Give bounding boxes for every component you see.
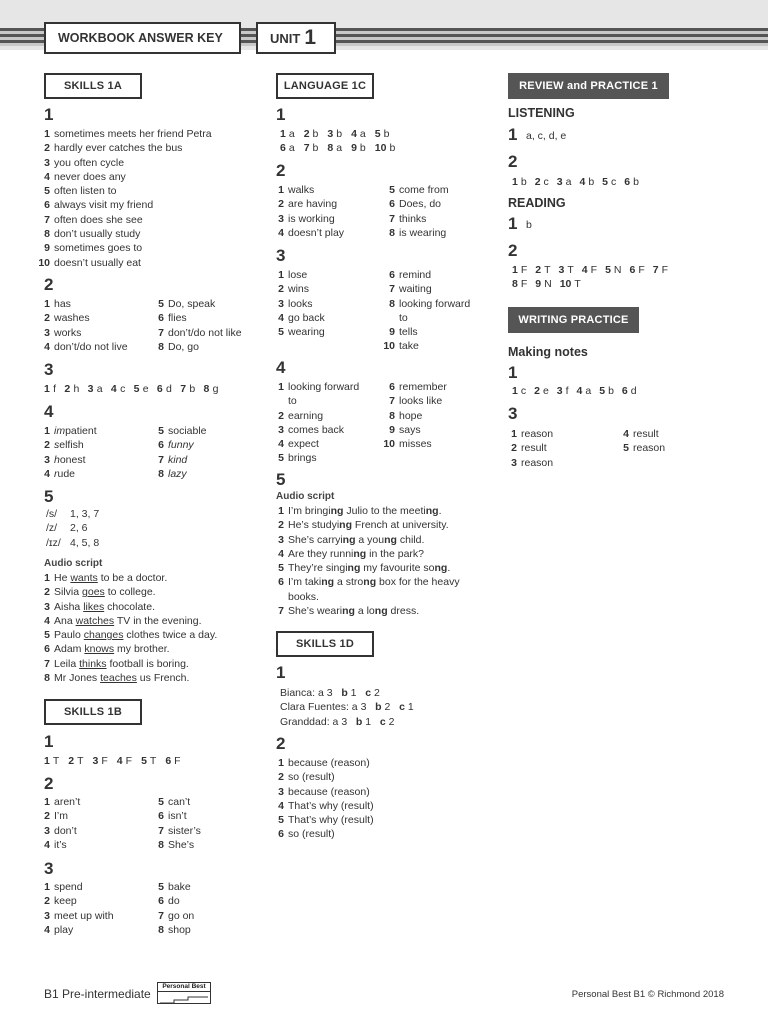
answer-line: 1 impatient (44, 425, 97, 437)
answer-pair: 5 e (133, 383, 149, 395)
answer-pair: 1 T (44, 755, 60, 767)
writing-ex3-right (617, 427, 665, 456)
level-label: B1 Pre-intermediate (44, 987, 151, 1001)
language-1c-ex4-right (383, 380, 447, 451)
answer-pair: 1 F (512, 264, 528, 276)
logo-text: Personal Best (158, 983, 210, 992)
audio-script-label: Audio script (44, 558, 103, 569)
answer-pair: 5 c (602, 176, 617, 188)
answer-line: 4 result (623, 428, 659, 440)
answer-line: 6 remind (389, 269, 432, 281)
writing-ex1-answers (512, 385, 645, 397)
answer-line: 2 are having (278, 198, 338, 211)
logo-steps-icon (158, 993, 210, 1005)
answer-line: 5 wearing (278, 326, 325, 339)
answer-line: 3 is working (278, 212, 335, 225)
answer-line: 5 often listen to (44, 185, 117, 198)
skills-1b-ex1-answers (44, 755, 190, 767)
script-line: 6 I’m taking a strong box for the heavy (278, 576, 460, 589)
answer-line: 9 sometimes goes to (44, 242, 143, 255)
script-line: 4 Ana watches TV in the evening. (44, 614, 202, 627)
answer-line: 1 has (44, 298, 71, 310)
answer-line: 8 is wearing (389, 226, 447, 239)
answer-line: 3 reason (511, 456, 554, 469)
answer-line: 5 brings (278, 452, 317, 465)
script-line: 7 Leila thinks football is boring. (44, 657, 189, 670)
answer-line: 2 result (511, 442, 547, 455)
answer-line: 5 Do, speak (158, 298, 216, 310)
answer-line: 4 That’s why (result) (278, 799, 374, 812)
exercise-number: 3 (44, 859, 54, 878)
language-1c-ex2-left (272, 183, 344, 240)
answer-line: 1 spend (44, 881, 83, 893)
answer-pair: 5 N (605, 264, 622, 276)
answer-line: 6 flies (158, 312, 187, 325)
answer-line: 1 because (reason) (278, 757, 370, 769)
answer-line: 8 Do, go (158, 340, 199, 353)
script-line: 5 They’re singing my favourite song. (278, 562, 451, 575)
answer-pair: 8 a (327, 142, 343, 154)
answer-pair: 7 b (180, 383, 196, 395)
script-line: 7 She’s wearing a long dress. (278, 605, 420, 618)
answer-pair: 1 f (44, 383, 57, 395)
answer-line: 2 selfish (44, 439, 84, 452)
answer-line: 2 earning (278, 409, 324, 422)
listening-ex1-answer: a, c, d, e (526, 130, 567, 142)
answer-pair: 1 b (512, 176, 527, 188)
answer-line: 2 washes (44, 312, 90, 325)
exercise-number: 2 (508, 152, 518, 171)
reading-ex2-row1 (512, 264, 676, 276)
answer-line: 1 reason (511, 428, 554, 440)
answer-pair: 4 F (116, 755, 133, 767)
answer-pair: 10 T (559, 278, 581, 290)
answer-line: 4 go back (278, 311, 325, 324)
answer-pair: 2 T (535, 264, 551, 276)
exercise-number: 1 (276, 105, 286, 124)
answer-line: 7 don’t/do not like (158, 326, 242, 339)
answer-pair: 4 b (579, 176, 595, 188)
unit-number: 1 (304, 26, 317, 49)
answer-line: 8 looking forward (389, 297, 471, 310)
answer-pair: 4 F (581, 264, 598, 276)
answer-line: 6 funny (158, 439, 194, 452)
skills-1d-ex2-answers (272, 756, 374, 842)
answer-line: 1 aren’t (44, 796, 81, 808)
skills-1a-ex2-right (152, 297, 242, 354)
answer-pair: 8 F (512, 278, 528, 290)
answer-line: 3 looks (278, 297, 313, 310)
answer-pair: 1 c (512, 385, 527, 397)
sound-group: /z/ 2, 6 (46, 522, 88, 535)
workbook-answer-key-title: WORKBOOK ANSWER KEY (44, 22, 241, 54)
answer-line: 4 don’t/do not live (44, 340, 128, 353)
answer-line: 5 come from (389, 184, 449, 196)
listening-ex2-answers (512, 176, 647, 188)
listening-heading: LISTENING (508, 106, 575, 120)
answer-line: 2 I’m (44, 810, 68, 823)
answer-line: 9 says (389, 423, 421, 436)
answer-pair: 6 F (629, 264, 645, 276)
answer-pair: 5 T (141, 755, 157, 767)
answer-pair: 9 b (351, 142, 366, 154)
answer-line: 6 always visit my friend (44, 199, 154, 212)
unit-word: UNIT (270, 30, 301, 46)
language-1c-ex4-left (272, 380, 359, 466)
answer-pair: 2 e (534, 385, 549, 397)
exercise-number: 2 (276, 734, 286, 753)
answer-line: to (288, 395, 297, 408)
exercise-number: 2 (44, 774, 54, 793)
answer-line: 10 misses (383, 438, 432, 451)
answer-pair: 6 F (165, 755, 181, 767)
script-line: 2 Silvia goes to college. (44, 586, 156, 599)
answer-line: 2 wins (278, 283, 310, 296)
answer-pair: 3 a (556, 176, 572, 188)
answer-line: 8 She’s (158, 838, 195, 851)
exercise-number: 2 (276, 161, 286, 180)
skills-1a-ex4-left (38, 424, 97, 481)
language-1c-audio-script (272, 504, 460, 618)
answer-line: 4 expect (278, 438, 319, 451)
answer-pair: 7 F (652, 264, 669, 276)
reading-ex1-answer: b (526, 219, 532, 231)
personal-best-logo (157, 982, 211, 1004)
answer-pair: 9 N (535, 278, 552, 290)
answer-line: 6 remember (389, 381, 447, 393)
script-line: 3 Aisha likes chocolate. (44, 600, 155, 613)
answer-pair: 7 b (303, 142, 319, 154)
skills-1a-heading: SKILLS 1A (44, 73, 142, 99)
answer-line: to (399, 311, 408, 324)
answer-line: 2 keep (44, 895, 77, 908)
language-1c-ex1-row1 (280, 128, 398, 140)
script-line: 8 Mr Jones teaches us French. (44, 672, 190, 685)
answer-line: 4 rude (44, 467, 76, 480)
skills-1b-ex2-left (38, 795, 80, 852)
exercise-number: 3 (44, 360, 54, 379)
answer-line: 3 because (reason) (278, 785, 370, 798)
answer-line: 1 walks (278, 184, 315, 196)
skills-1a-audio-script (38, 571, 217, 685)
answer-line: 6 so (result) (278, 828, 335, 841)
audio-script-label: Audio script (276, 491, 335, 502)
skills-1b-heading: SKILLS 1B (44, 699, 142, 725)
language-1c-ex3-right (383, 268, 470, 354)
speaker-row: Bianca: a 3 b 1 c 2 (280, 687, 380, 699)
answer-line: 8 hope (389, 409, 423, 422)
copyright-text: Personal Best B1 © Richmond 2018 (571, 989, 724, 1000)
answer-line: 7 waiting (389, 283, 432, 296)
answer-line: 6 do (158, 895, 180, 908)
sound-group: /ɪz/ 4, 5, 8 (46, 536, 100, 549)
skills-1a-ex4-right (152, 424, 207, 481)
exercise-number: 1 (44, 732, 54, 751)
skills-1d-heading: SKILLS 1D (276, 631, 374, 657)
unit-label (256, 22, 336, 54)
exercise-number: 1 (276, 663, 286, 682)
answer-line: 7 often does she see (44, 213, 143, 226)
exercise-number: 3 (508, 404, 518, 423)
exercise-number: 3 (276, 246, 286, 265)
answer-line: 4 play (44, 923, 74, 936)
script-line: 5 Paulo changes clothes twice a day. (44, 629, 218, 642)
answer-pair: 2 T (68, 755, 84, 767)
making-notes-heading: Making notes (508, 345, 588, 359)
answer-pair: 2 c (534, 176, 549, 188)
skills-1a-ex1-answers (38, 127, 212, 270)
answer-line: 3 you often cycle (44, 156, 125, 169)
sound-group: /s/ 1, 3, 7 (46, 508, 100, 520)
reading-heading: READING (508, 196, 566, 210)
script-line: 1 He wants to be a doctor. (44, 572, 168, 584)
answer-line: 3 comes back (278, 423, 345, 436)
language-1c-heading: LANGUAGE 1C (276, 73, 374, 99)
answer-pair: 4 c (110, 383, 126, 395)
answer-pair: 4 a (351, 128, 366, 140)
answer-pair: 3 b (327, 128, 343, 140)
answer-line: 5 reason (623, 442, 666, 455)
answer-pair: 10 b (374, 142, 396, 154)
skills-1a-ex2-left (38, 297, 128, 354)
writing-practice-heading: WRITING PRACTICE (508, 307, 639, 333)
exercise-number: 2 (44, 275, 54, 294)
skills-1d-ex1-answers (280, 686, 414, 729)
exercise-number: 5 (44, 487, 54, 506)
answer-line: 7 sister’s (158, 824, 201, 837)
script-line: 3 She’s carrying a young child. (278, 533, 425, 546)
script-line: 1 I’m bringing Julio to the meeting. (278, 505, 442, 517)
answer-pair: 5 b (599, 385, 614, 397)
answer-line: 3 honest (44, 453, 86, 466)
answer-line: 9 tells (389, 326, 418, 339)
answer-line: 7 thinks (389, 212, 427, 225)
answer-line: 6 isn’t (158, 810, 187, 823)
answer-line: 5 bake (158, 881, 191, 893)
answer-pair: 6 a (280, 142, 295, 154)
answer-pair: 3 f (556, 385, 569, 397)
answer-pair: 5 b (374, 128, 390, 140)
answer-pair: 2 b (303, 128, 319, 140)
speaker-row: Clara Fuentes: a 3 b 2 c 1 (280, 701, 414, 714)
answer-pair: 8 g (203, 383, 219, 395)
answer-line: 5 That’s why (result) (278, 814, 374, 827)
writing-ex3-left (505, 427, 553, 470)
exercise-number: 4 (44, 402, 54, 421)
exercise-number: 1 (508, 214, 518, 233)
answer-line: 3 works (44, 326, 82, 339)
exercise-number: 1 (508, 125, 518, 144)
answer-line: 7 looks like (389, 395, 443, 408)
answer-line: 7 go on (158, 909, 195, 922)
answer-line: 1 sometimes meets her friend Petra (44, 128, 212, 140)
language-1c-ex3-left (272, 268, 325, 339)
language-1c-ex1-row2 (280, 142, 404, 154)
answer-line: 2 so (result) (278, 771, 335, 784)
script-line: 2 He’s studying French at university. (278, 519, 449, 532)
answer-line: 4 never does any (44, 170, 126, 183)
answer-line: 10 doesn’t usually eat (38, 256, 141, 269)
reading-ex2-row2 (512, 278, 589, 290)
answer-line: 2 hardly ever catches the bus (44, 142, 183, 155)
answer-pair: 3 F (92, 755, 108, 767)
answer-pair: 6 d (621, 385, 637, 397)
exercise-number: 5 (276, 470, 286, 489)
script-line: 4 Are they running in the park? (278, 547, 424, 560)
script-line: books. (288, 590, 319, 603)
exercise-number: 1 (508, 363, 518, 382)
language-1c-ex2-right (383, 183, 449, 240)
skills-1b-ex3-right (152, 880, 194, 937)
answer-line: 8 don’t usually study (44, 228, 141, 241)
skills-1b-ex2-right (152, 795, 201, 852)
answer-line: 7 kind (158, 453, 188, 466)
answer-pair: 6 b (624, 176, 639, 188)
answer-line: 3 meet up with (44, 909, 114, 922)
speaker-row: Granddad: a 3 b 1 c 2 (280, 715, 395, 728)
answer-pair: 1 a (280, 128, 295, 140)
answer-line: 5 sociable (158, 425, 207, 437)
answer-line: 6 Does, do (389, 198, 442, 211)
exercise-number: 1 (44, 105, 54, 124)
answer-pair: 3 T (558, 264, 574, 276)
exercise-number: 2 (508, 241, 518, 260)
answer-pair: 3 a (87, 383, 103, 395)
answer-line: 1 lose (278, 269, 308, 281)
answer-line: 5 can’t (158, 796, 191, 808)
answer-line: 4 it’s (44, 838, 67, 851)
skills-1b-ex3-left (38, 880, 114, 937)
answer-pair: 4 a (576, 385, 592, 397)
answer-pair: 2 h (64, 383, 80, 395)
script-line: 6 Adam knows my brother. (44, 643, 170, 656)
exercise-number: 4 (276, 358, 286, 377)
sound-groups (46, 507, 99, 550)
skills-1a-ex3-answers (44, 383, 227, 395)
answer-pair: 6 d (156, 383, 173, 395)
answer-line: 8 lazy (158, 467, 187, 480)
answer-line: 1 looking forward (278, 381, 360, 393)
answer-line: 3 don’t (44, 824, 77, 837)
review-practice-heading: REVIEW and PRACTICE 1 (508, 73, 669, 99)
answer-line: 8 shop (158, 923, 191, 936)
answer-line: 4 doesn’t play (278, 226, 345, 239)
answer-line: 10 take (383, 340, 419, 353)
